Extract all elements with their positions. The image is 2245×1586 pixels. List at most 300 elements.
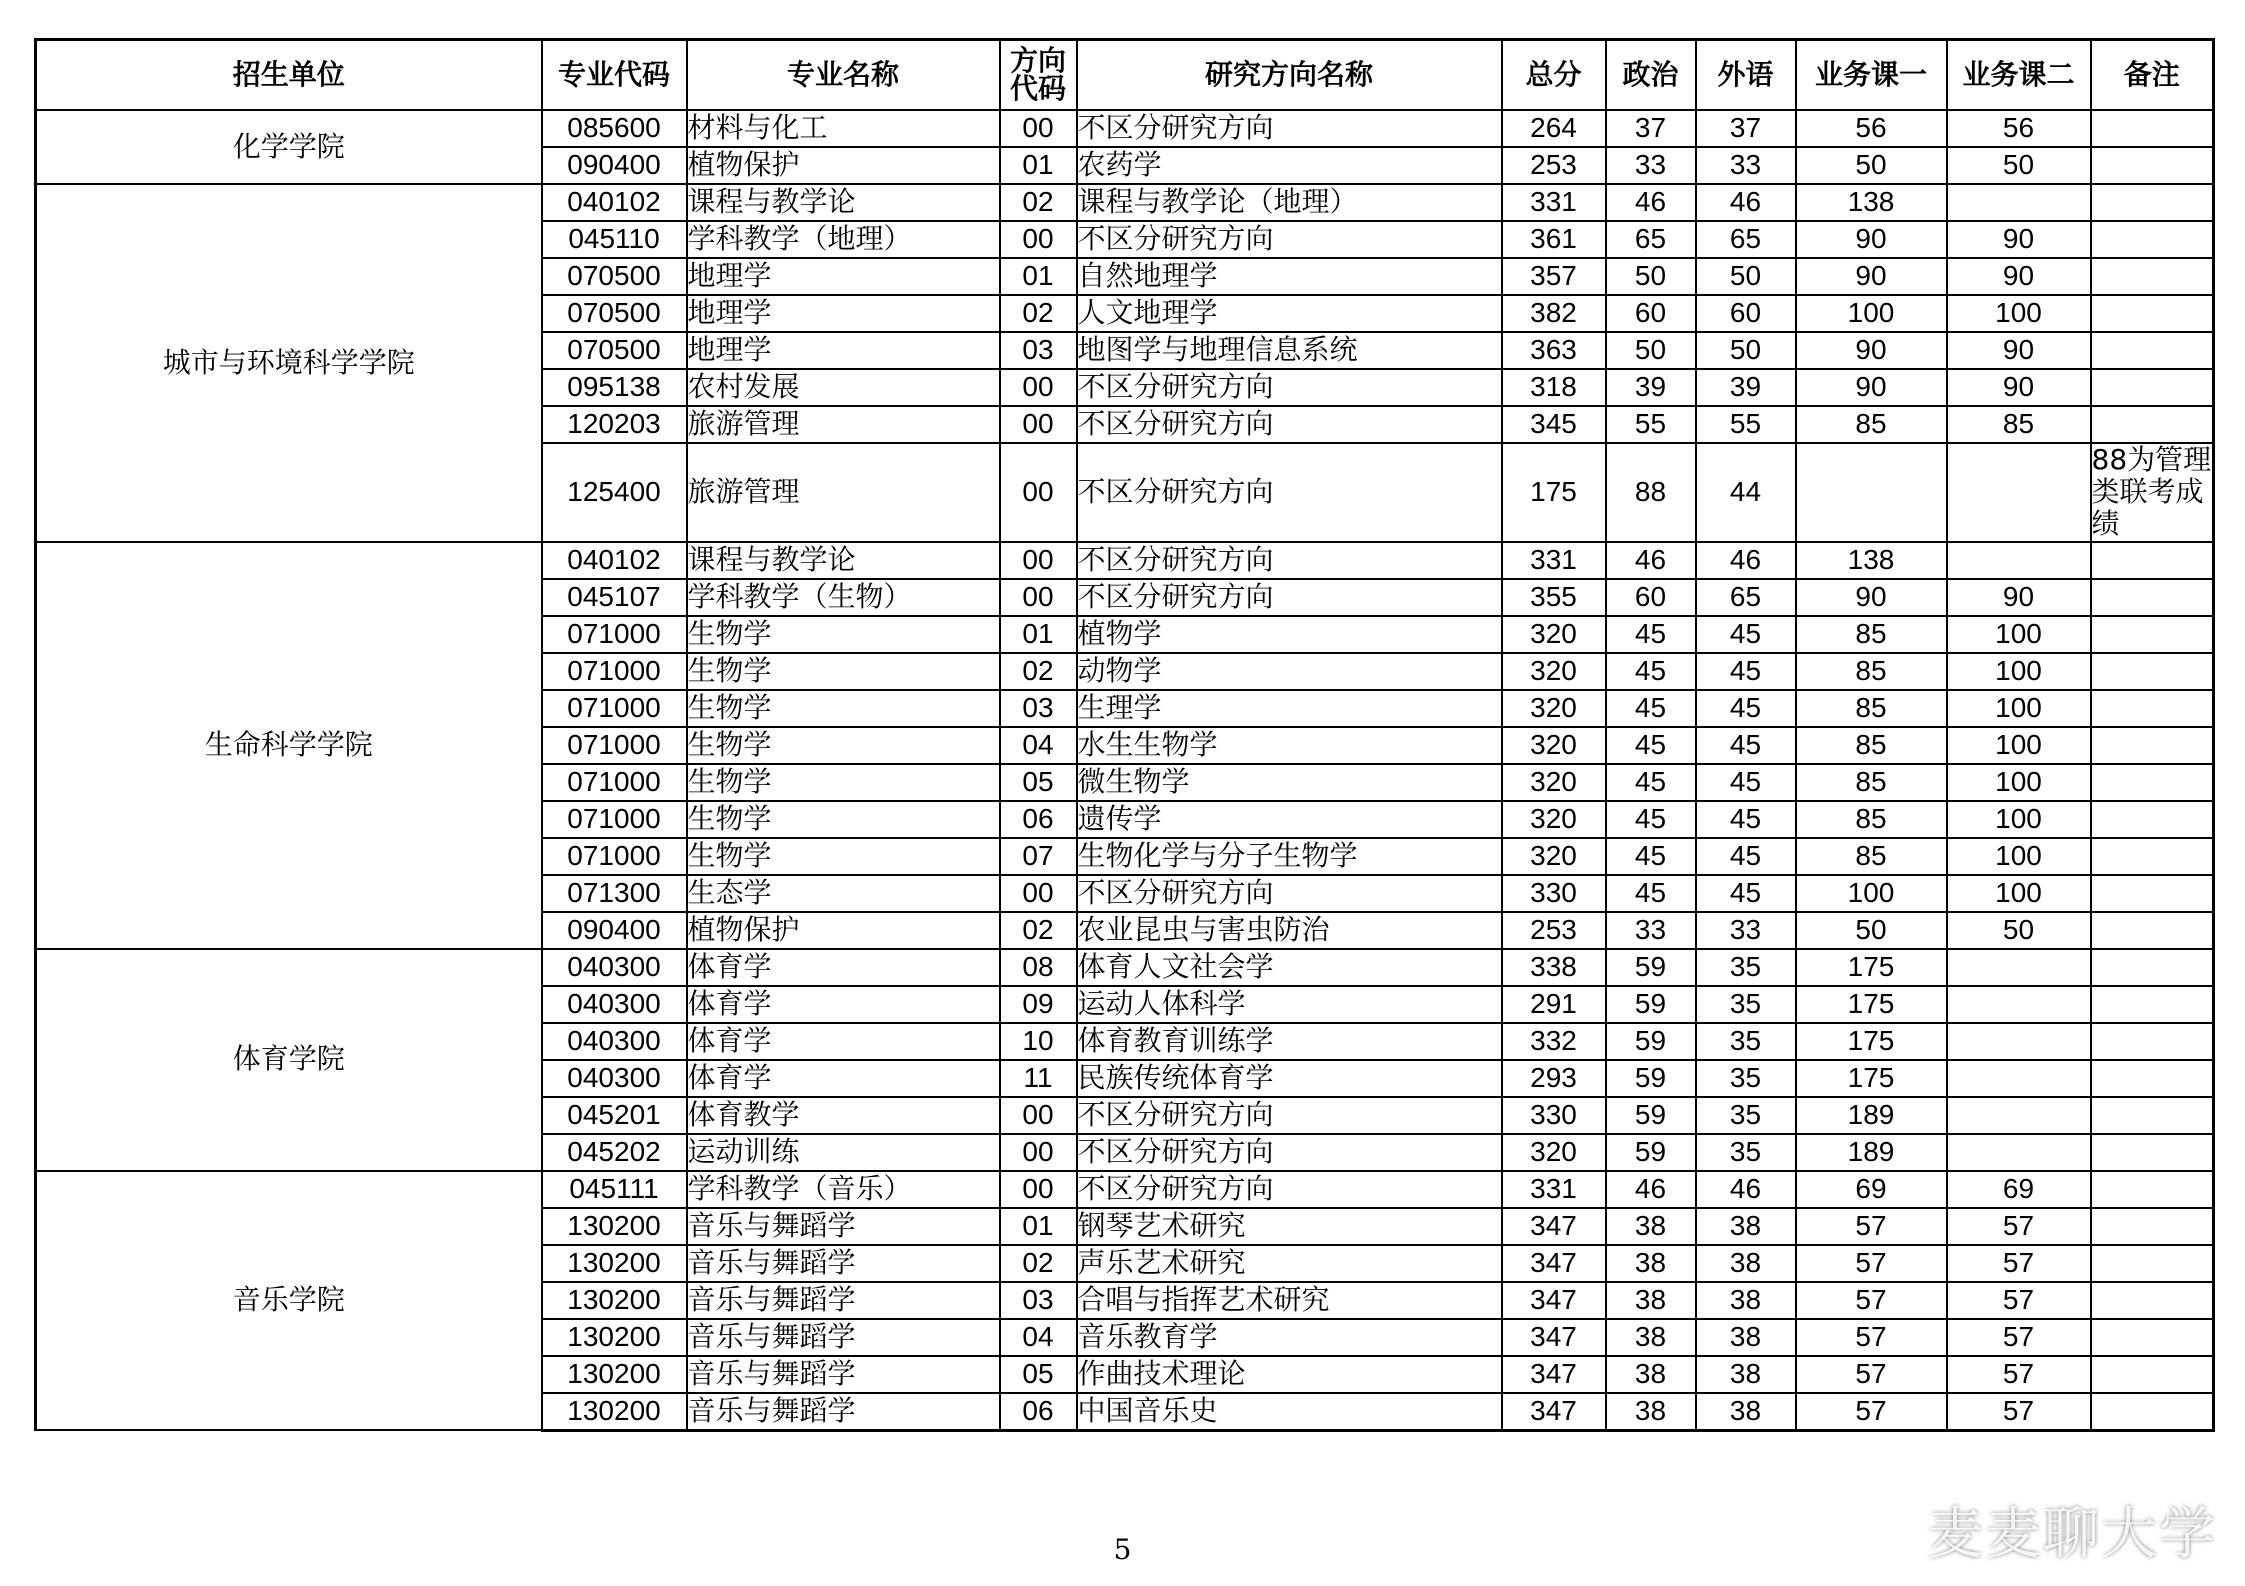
direction-code-cell: 00 [1000,221,1077,258]
politics-score-cell: 59 [1606,986,1696,1023]
politics-score-cell: 45 [1606,838,1696,875]
foreign-language-score-cell: 35 [1696,986,1796,1023]
course-2-score-cell: 85 [1947,406,2091,443]
course-2-score-cell [1947,1097,2091,1134]
header-foreign-language: 外语 [1696,40,1796,111]
total-score-cell: 331 [1502,184,1606,221]
direction-code-cell: 02 [1000,653,1077,690]
direction-code-cell: 03 [1000,332,1077,369]
total-score-cell: 361 [1502,221,1606,258]
major-name-cell: 材料与化工 [687,110,1000,147]
note-cell [2091,110,2214,147]
course-2-score-cell: 100 [1947,727,2091,764]
direction-code-cell: 02 [1000,1245,1077,1282]
table-row [36,110,2214,147]
direction-name-cell: 民族传统体育学 [1077,1060,1502,1097]
course-2-score-cell [1947,1134,2091,1171]
course-2-score-cell: 69 [1947,1171,2091,1208]
major-code-cell: 040102 [542,184,687,221]
direction-code-cell: 04 [1000,1319,1077,1356]
foreign-language-score-cell: 37 [1696,110,1796,147]
politics-score-cell: 33 [1606,147,1696,184]
total-score-cell: 175 [1502,443,1606,542]
total-score-cell: 320 [1502,801,1606,838]
major-name-cell: 地理学 [687,258,1000,295]
total-score-cell: 347 [1502,1282,1606,1319]
note-cell [2091,1023,2214,1060]
note-cell [2091,986,2214,1023]
politics-score-cell: 45 [1606,616,1696,653]
politics-score-cell: 50 [1606,332,1696,369]
direction-code-cell: 00 [1000,369,1077,406]
table-row [36,949,2214,986]
foreign-language-score-cell: 39 [1696,369,1796,406]
politics-score-cell: 37 [1606,110,1696,147]
politics-score-cell: 59 [1606,1023,1696,1060]
foreign-language-score-cell: 38 [1696,1208,1796,1245]
direction-name-cell: 不区分研究方向 [1077,221,1502,258]
foreign-language-score-cell: 44 [1696,443,1796,542]
foreign-language-score-cell: 45 [1696,875,1796,912]
course-2-score-cell: 90 [1947,258,2091,295]
politics-score-cell: 60 [1606,579,1696,616]
major-name-cell: 学科教学（地理） [687,221,1000,258]
direction-code-cell: 03 [1000,690,1077,727]
total-score-cell: 330 [1502,875,1606,912]
course-1-score-cell: 57 [1796,1356,1947,1393]
direction-name-cell: 农业昆虫与害虫防治 [1077,912,1502,949]
direction-name-cell: 运动人体科学 [1077,986,1502,1023]
direction-name-cell: 不区分研究方向 [1077,542,1502,579]
course-1-score-cell: 69 [1796,1171,1947,1208]
major-name-cell: 生物学 [687,727,1000,764]
course-2-score-cell: 90 [1947,221,2091,258]
course-1-score-cell: 85 [1796,616,1947,653]
foreign-language-score-cell: 38 [1696,1319,1796,1356]
note-cell [2091,1282,2214,1319]
direction-name-cell: 课程与教学论（地理） [1077,184,1502,221]
foreign-language-score-cell: 50 [1696,258,1796,295]
direction-code-cell: 05 [1000,1356,1077,1393]
major-name-cell: 地理学 [687,332,1000,369]
major-code-cell: 071000 [542,838,687,875]
major-name-cell: 农村发展 [687,369,1000,406]
direction-code-cell: 00 [1000,1097,1077,1134]
course-1-score-cell: 85 [1796,838,1947,875]
course-2-score-cell: 57 [1947,1356,2091,1393]
major-name-cell: 旅游管理 [687,443,1000,542]
note-cell [2091,258,2214,295]
direction-code-cell: 02 [1000,184,1077,221]
major-name-cell: 课程与教学论 [687,184,1000,221]
politics-score-cell: 60 [1606,295,1696,332]
politics-score-cell: 88 [1606,443,1696,542]
total-score-cell: 338 [1502,949,1606,986]
major-code-cell: 071000 [542,616,687,653]
course-2-score-cell: 100 [1947,838,2091,875]
total-score-cell: 330 [1502,1097,1606,1134]
course-2-score-cell: 100 [1947,295,2091,332]
major-code-cell: 045202 [542,1134,687,1171]
direction-name-cell: 体育人文社会学 [1077,949,1502,986]
total-score-cell: 320 [1502,838,1606,875]
major-code-cell: 071000 [542,764,687,801]
course-1-score-cell: 85 [1796,801,1947,838]
direction-name-cell: 不区分研究方向 [1077,1171,1502,1208]
politics-score-cell: 55 [1606,406,1696,443]
course-1-score-cell: 138 [1796,184,1947,221]
course-2-score-cell [1947,1060,2091,1097]
course-1-score-cell: 175 [1796,1060,1947,1097]
course-1-score-cell: 90 [1796,369,1947,406]
foreign-language-score-cell: 35 [1696,1097,1796,1134]
total-score-cell: 331 [1502,542,1606,579]
foreign-language-score-cell: 45 [1696,764,1796,801]
major-name-cell: 音乐与舞蹈学 [687,1245,1000,1282]
course-2-score-cell: 57 [1947,1393,2091,1431]
total-score-cell: 293 [1502,1060,1606,1097]
major-name-cell: 学科教学（生物） [687,579,1000,616]
total-score-cell: 253 [1502,912,1606,949]
politics-score-cell: 46 [1606,542,1696,579]
politics-score-cell: 39 [1606,369,1696,406]
course-1-score-cell: 100 [1796,295,1947,332]
course-1-score-cell: 85 [1796,653,1947,690]
major-code-cell: 130200 [542,1393,687,1431]
major-code-cell: 095138 [542,369,687,406]
direction-code-cell: 06 [1000,1393,1077,1431]
course-1-score-cell: 85 [1796,727,1947,764]
table-body [36,110,2214,1430]
note-cell [2091,184,2214,221]
major-code-cell: 125400 [542,443,687,542]
total-score-cell: 347 [1502,1245,1606,1282]
unit-cell: 体育学院 [36,949,542,1171]
direction-code-cell: 01 [1000,1208,1077,1245]
politics-score-cell: 59 [1606,949,1696,986]
major-code-cell: 040300 [542,949,687,986]
total-score-cell: 253 [1502,147,1606,184]
direction-code-cell: 01 [1000,258,1077,295]
direction-name-cell: 不区分研究方向 [1077,369,1502,406]
course-2-score-cell: 100 [1947,764,2091,801]
politics-score-cell: 59 [1606,1097,1696,1134]
course-2-score-cell [1947,184,2091,221]
note-cell [2091,1060,2214,1097]
major-name-cell: 植物保护 [687,147,1000,184]
politics-score-cell: 38 [1606,1245,1696,1282]
major-code-cell: 130200 [542,1319,687,1356]
politics-score-cell: 46 [1606,1171,1696,1208]
politics-score-cell: 33 [1606,912,1696,949]
major-code-cell: 070500 [542,258,687,295]
header-course-1: 业务课一 [1796,40,1947,111]
major-name-cell: 地理学 [687,295,1000,332]
major-name-cell: 生物学 [687,838,1000,875]
course-2-score-cell [1947,986,2091,1023]
watermark-text: 麦麦聊大学 [1927,1502,2217,1567]
course-2-score-cell: 100 [1947,616,2091,653]
note-cell [2091,295,2214,332]
direction-code-cell: 03 [1000,1282,1077,1319]
major-name-cell: 音乐与舞蹈学 [687,1282,1000,1319]
course-1-score-cell: 100 [1796,875,1947,912]
total-score-cell: 318 [1502,369,1606,406]
major-code-cell: 085600 [542,110,687,147]
total-score-cell: 320 [1502,653,1606,690]
foreign-language-score-cell: 45 [1696,690,1796,727]
header-major-code: 专业代码 [542,40,687,111]
course-1-score-cell: 90 [1796,332,1947,369]
note-cell [2091,912,2214,949]
course-2-score-cell: 100 [1947,690,2091,727]
header-politics: 政治 [1606,40,1696,111]
direction-code-cell: 00 [1000,110,1077,147]
total-score-cell: 355 [1502,579,1606,616]
course-2-score-cell: 57 [1947,1319,2091,1356]
score-table [34,38,2215,1432]
direction-code-cell: 00 [1000,1134,1077,1171]
course-2-score-cell: 50 [1947,147,2091,184]
direction-code-cell: 00 [1000,542,1077,579]
politics-score-cell: 65 [1606,221,1696,258]
major-name-cell: 生物学 [687,653,1000,690]
major-name-cell: 体育教学 [687,1097,1000,1134]
major-code-cell: 070500 [542,332,687,369]
foreign-language-score-cell: 65 [1696,221,1796,258]
note-cell [2091,616,2214,653]
major-code-cell: 130200 [542,1356,687,1393]
direction-name-cell: 不区分研究方向 [1077,110,1502,147]
header-course-2: 业务课二 [1947,40,2091,111]
unit-cell: 城市与环境科学学院 [36,184,542,542]
course-1-score-cell: 57 [1796,1393,1947,1431]
note-cell [2091,875,2214,912]
note-cell [2091,221,2214,258]
direction-code-cell: 01 [1000,616,1077,653]
direction-name-cell: 不区分研究方向 [1077,875,1502,912]
direction-name-cell: 音乐教育学 [1077,1319,1502,1356]
foreign-language-score-cell: 35 [1696,1023,1796,1060]
major-code-cell: 045110 [542,221,687,258]
total-score-cell: 320 [1502,727,1606,764]
politics-score-cell: 38 [1606,1208,1696,1245]
direction-code-cell: 08 [1000,949,1077,986]
direction-code-cell: 00 [1000,443,1077,542]
course-1-score-cell: 175 [1796,986,1947,1023]
course-2-score-cell: 56 [1947,110,2091,147]
politics-score-cell: 45 [1606,690,1696,727]
politics-score-cell: 45 [1606,653,1696,690]
major-code-cell: 090400 [542,147,687,184]
total-score-cell: 347 [1502,1356,1606,1393]
total-score-cell: 347 [1502,1319,1606,1356]
course-2-score-cell: 100 [1947,653,2091,690]
direction-code-cell: 05 [1000,764,1077,801]
course-1-score-cell: 138 [1796,542,1947,579]
note-cell [2091,1134,2214,1171]
course-1-score-cell: 90 [1796,258,1947,295]
course-2-score-cell [1947,949,2091,986]
course-1-score-cell: 57 [1796,1282,1947,1319]
note-cell [2091,653,2214,690]
major-code-cell: 071000 [542,801,687,838]
politics-score-cell: 38 [1606,1393,1696,1431]
direction-code-cell: 09 [1000,986,1077,1023]
note-cell [2091,764,2214,801]
politics-score-cell: 50 [1606,258,1696,295]
direction-name-cell: 体育教育训练学 [1077,1023,1502,1060]
direction-code-cell: 00 [1000,875,1077,912]
politics-score-cell: 46 [1606,184,1696,221]
note-cell [2091,1245,2214,1282]
major-code-cell: 071000 [542,653,687,690]
course-1-score-cell: 189 [1796,1097,1947,1134]
note-cell [2091,1393,2214,1431]
course-1-score-cell: 50 [1796,912,1947,949]
direction-code-cell: 11 [1000,1060,1077,1097]
direction-name-cell: 水生生物学 [1077,727,1502,764]
politics-score-cell: 45 [1606,875,1696,912]
foreign-language-score-cell: 45 [1696,616,1796,653]
total-score-cell: 264 [1502,110,1606,147]
course-1-score-cell: 56 [1796,110,1947,147]
politics-score-cell: 38 [1606,1282,1696,1319]
major-name-cell: 学科教学（音乐） [687,1171,1000,1208]
direction-code-cell: 01 [1000,147,1077,184]
total-score-cell: 320 [1502,616,1606,653]
total-score-cell: 331 [1502,1171,1606,1208]
direction-code-cell: 00 [1000,579,1077,616]
foreign-language-score-cell: 35 [1696,1134,1796,1171]
major-code-cell: 071000 [542,727,687,764]
major-name-cell: 生物学 [687,690,1000,727]
politics-score-cell: 45 [1606,764,1696,801]
course-2-score-cell: 50 [1947,912,2091,949]
note-cell [2091,1171,2214,1208]
foreign-language-score-cell: 35 [1696,1060,1796,1097]
course-2-score-cell: 100 [1947,875,2091,912]
direction-name-cell: 农药学 [1077,147,1502,184]
direction-name-cell: 声乐艺术研究 [1077,1245,1502,1282]
total-score-cell: 332 [1502,1023,1606,1060]
major-name-cell: 体育学 [687,1060,1000,1097]
direction-code-cell: 02 [1000,295,1077,332]
direction-name-cell: 合唱与指挥艺术研究 [1077,1282,1502,1319]
course-1-score-cell: 57 [1796,1245,1947,1282]
note-cell [2091,369,2214,406]
major-name-cell: 体育学 [687,986,1000,1023]
politics-score-cell: 45 [1606,801,1696,838]
direction-name-cell: 不区分研究方向 [1077,1134,1502,1171]
course-1-score-cell: 50 [1796,147,1947,184]
course-1-score-cell: 57 [1796,1208,1947,1245]
course-1-score-cell: 57 [1796,1319,1947,1356]
total-score-cell: 320 [1502,764,1606,801]
direction-code-cell: 04 [1000,727,1077,764]
foreign-language-score-cell: 33 [1696,147,1796,184]
note-cell [2091,1356,2214,1393]
course-1-score-cell: 85 [1796,690,1947,727]
direction-name-cell: 生物化学与分子生物学 [1077,838,1502,875]
course-1-score-cell: 85 [1796,406,1947,443]
course-2-score-cell [1947,542,2091,579]
total-score-cell: 345 [1502,406,1606,443]
major-code-cell: 045201 [542,1097,687,1134]
note-cell: 88为管理类联考成绩 [2091,443,2214,542]
foreign-language-score-cell: 60 [1696,295,1796,332]
direction-name-cell: 微生物学 [1077,764,1502,801]
course-1-score-cell: 189 [1796,1134,1947,1171]
total-score-cell: 363 [1502,332,1606,369]
course-2-score-cell: 57 [1947,1245,2091,1282]
major-name-cell: 体育学 [687,1023,1000,1060]
note-cell [2091,690,2214,727]
major-name-cell: 植物保护 [687,912,1000,949]
major-name-cell: 生物学 [687,616,1000,653]
total-score-cell: 320 [1502,1134,1606,1171]
total-score-cell: 347 [1502,1208,1606,1245]
direction-name-cell: 不区分研究方向 [1077,406,1502,443]
major-code-cell: 040300 [542,986,687,1023]
total-score-cell: 320 [1502,690,1606,727]
major-code-cell: 071300 [542,875,687,912]
major-name-cell: 音乐与舞蹈学 [687,1356,1000,1393]
major-name-cell: 生物学 [687,801,1000,838]
foreign-language-score-cell: 50 [1696,332,1796,369]
course-1-score-cell: 175 [1796,949,1947,986]
direction-name-cell: 植物学 [1077,616,1502,653]
header-major-name: 专业名称 [687,40,1000,111]
foreign-language-score-cell: 45 [1696,838,1796,875]
major-code-cell: 040102 [542,542,687,579]
politics-score-cell: 45 [1606,727,1696,764]
total-score-cell: 291 [1502,986,1606,1023]
direction-name-cell: 动物学 [1077,653,1502,690]
direction-name-cell: 钢琴艺术研究 [1077,1208,1502,1245]
course-1-score-cell [1796,443,1947,542]
major-name-cell: 课程与教学论 [687,542,1000,579]
course-1-score-cell: 85 [1796,764,1947,801]
foreign-language-score-cell: 45 [1696,801,1796,838]
note-cell [2091,332,2214,369]
direction-code-cell: 10 [1000,1023,1077,1060]
direction-name-cell: 不区分研究方向 [1077,443,1502,542]
foreign-language-score-cell: 46 [1696,542,1796,579]
course-2-score-cell: 90 [1947,332,2091,369]
note-cell [2091,579,2214,616]
major-name-cell: 体育学 [687,949,1000,986]
major-code-cell: 120203 [542,406,687,443]
foreign-language-score-cell: 45 [1696,653,1796,690]
major-name-cell: 生物学 [687,764,1000,801]
foreign-language-score-cell: 38 [1696,1393,1796,1431]
direction-name-cell: 遗传学 [1077,801,1502,838]
foreign-language-score-cell: 33 [1696,912,1796,949]
header-row [36,40,2214,111]
table-row [36,1171,2214,1208]
direction-name-cell: 生理学 [1077,690,1502,727]
course-2-score-cell: 57 [1947,1282,2091,1319]
header-total: 总分 [1502,40,1606,111]
major-code-cell: 130200 [542,1208,687,1245]
course-1-score-cell: 90 [1796,221,1947,258]
course-1-score-cell: 175 [1796,1023,1947,1060]
major-name-cell: 旅游管理 [687,406,1000,443]
note-cell [2091,949,2214,986]
major-name-cell: 运动训练 [687,1134,1000,1171]
major-code-cell: 045107 [542,579,687,616]
